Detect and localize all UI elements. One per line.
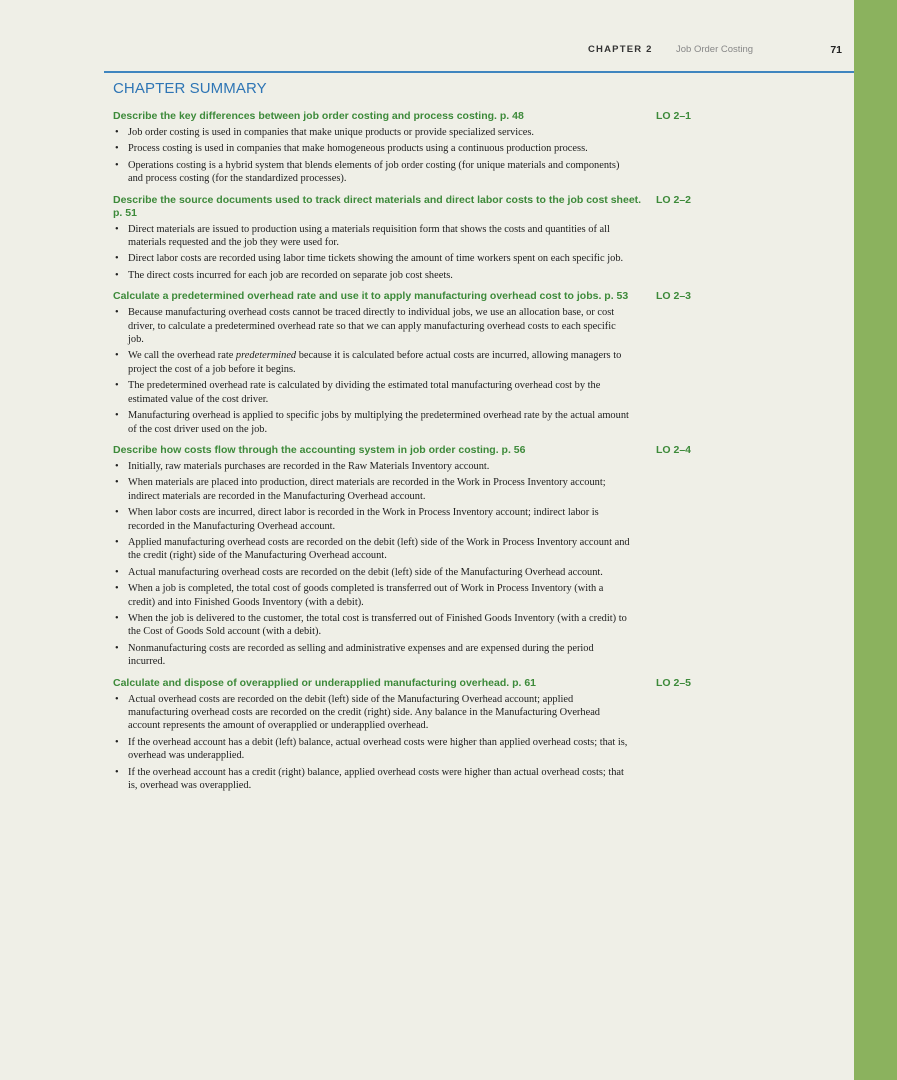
bullet-item: • Because manufacturing overhead costs cannot be traced directly to individual jobs, we use an allocation base, or cost driver, to calculate a predetermined overhead rate so that we can apply manufacturing overhead costs to each specific job. — [113, 306, 633, 346]
bullet-item: • The direct costs incurred for each job are recorded on separate job cost sheets. — [113, 269, 633, 282]
bullet-item: • Actual manufacturing overhead costs are recorded on the debit (left) side of the Manufacturing Overhead account. — [113, 566, 633, 579]
chapter-running-title: Job Order Costing — [676, 44, 754, 55]
section-header — [113, 444, 813, 457]
bullet-item: • Initially, raw materials purchases are recorded in the Raw Materials Inventory account. — [113, 460, 633, 473]
bullet-list — [113, 693, 813, 793]
bullet-list — [113, 126, 813, 186]
running-head — [560, 44, 842, 58]
learning-objective-label: LO 2–3 — [656, 290, 692, 303]
learning-objective-label: LO 2–1 — [656, 110, 692, 122]
page-number: 71 — [830, 44, 842, 56]
section-header — [113, 194, 813, 220]
bullet-item: • When the job is delivered to the customer, the total cost is transferred out of Finished Goods Inventory (with a credit) to the Cost of Goods Sold account (with a debit). — [113, 612, 633, 639]
bullet-item: • If the overhead account has a credit (right) balance, applied overhead costs were higher than actual overhead costs; that is, overhead was overapplied. — [113, 766, 633, 793]
section-heading: Describe the source documents used to track direct materials and direct labor costs to the job cost sheet. p. 51 — [113, 193, 642, 219]
header-rule — [104, 71, 854, 73]
summary-section — [113, 194, 813, 283]
bullet-item: • Operations costing is a hybrid system that blends elements of job order costing (for unique materials and components) and process costing (for the standardized processes). — [113, 159, 633, 186]
summary-content — [113, 110, 813, 800]
summary-section — [113, 110, 813, 186]
section-heading: Calculate and dispose of overapplied or underapplied manufacturing overhead. p. 61 — [113, 676, 537, 689]
bullet-list — [113, 460, 813, 669]
bullet-item: • Direct labor costs are recorded using labor time tickets showing the amount of time workers spent on each specific job. — [113, 252, 633, 265]
bullet-item: • When labor costs are incurred, direct labor is recorded in the Work in Process Inventory account; indirect labor is recorded in the Manufacturing Overhead account. — [113, 506, 633, 533]
bullet-item: • Applied manufacturing overhead costs are recorded on the debit (left) side of the Work in Process Inventory account and the credit (right) side of the Manufacturing Overhead account. — [113, 536, 633, 563]
bullet-list — [113, 306, 813, 436]
bullet-item: • Direct materials are issued to production using a materials requisition form that shows the costs and quantities of all materials requested and the job they were used for. — [113, 223, 633, 250]
bullet-list — [113, 223, 813, 283]
summary-section — [113, 290, 813, 436]
learning-objective-label: LO 2–4 — [656, 443, 692, 456]
bullet-item: • Nonmanufacturing costs are recorded as selling and administrative expenses and are expensed during the period incurred. — [113, 642, 633, 669]
bullet-item: • Job order costing is used in companies that make unique products or provide specialized services. — [113, 126, 633, 139]
bullet-item: • The predetermined overhead rate is calculated by dividing the estimated total manufacturing overhead cost by the estimated value of the cost driver. — [113, 379, 633, 406]
section-header — [113, 677, 813, 690]
bullet-item: • When a job is completed, the total cost of goods completed is transferred out of Work in Process Inventory (with a credit) and into Finished Goods Inventory (with a debit). — [113, 582, 633, 609]
section-heading: Describe how costs flow through the accounting system in job order costing. p. 56 — [113, 443, 526, 456]
summary-title: CHAPTER SUMMARY — [113, 80, 267, 97]
bullet-item: • Actual overhead costs are recorded on the debit (left) side of the Manufacturing Overhead account; applied manufacturing overhead costs are recorded on the credit (right) side. Any balance in the Manufacturing Overhead account represents the amount of overapplied or underapplied overhead. — [113, 693, 633, 733]
bullet-item: • Process costing is used in companies that make homogeneous products using a continuous production process. — [113, 142, 633, 155]
bullet-item: • If the overhead account has a debit (left) balance, actual overhead costs were higher than applied overhead costs; that is, overhead was underapplied. — [113, 736, 633, 763]
page-edge-green-strip — [854, 0, 897, 1080]
learning-objective-label: LO 2–2 — [656, 193, 692, 206]
learning-objective-label: LO 2–5 — [656, 676, 692, 689]
summary-section — [113, 677, 813, 793]
section-header — [113, 290, 813, 303]
section-header — [113, 110, 813, 123]
summary-section — [113, 444, 813, 669]
section-heading: Describe the key differences between job order costing and process costing. p. 48 — [113, 110, 524, 122]
chapter-label: CHAPTER 2 — [588, 44, 653, 55]
bullet-item: • When materials are placed into production, direct materials are recorded in the Work in Process Inventory account; indirect materials are recorded in the Manufacturing Overhead account. — [113, 476, 633, 503]
section-heading: Calculate a predetermined overhead rate and use it to apply manufacturing overhead cost to jobs. p. 53 — [113, 290, 629, 303]
bullet-item: • Manufacturing overhead is applied to specific jobs by multiplying the predetermined overhead rate by the actual amount of the cost driver used on the job. — [113, 409, 633, 436]
bullet-item: • We call the overhead rate predetermined because it is calculated before actual costs are incurred, allowing managers to project the cost of a job before it begins. — [113, 349, 633, 376]
